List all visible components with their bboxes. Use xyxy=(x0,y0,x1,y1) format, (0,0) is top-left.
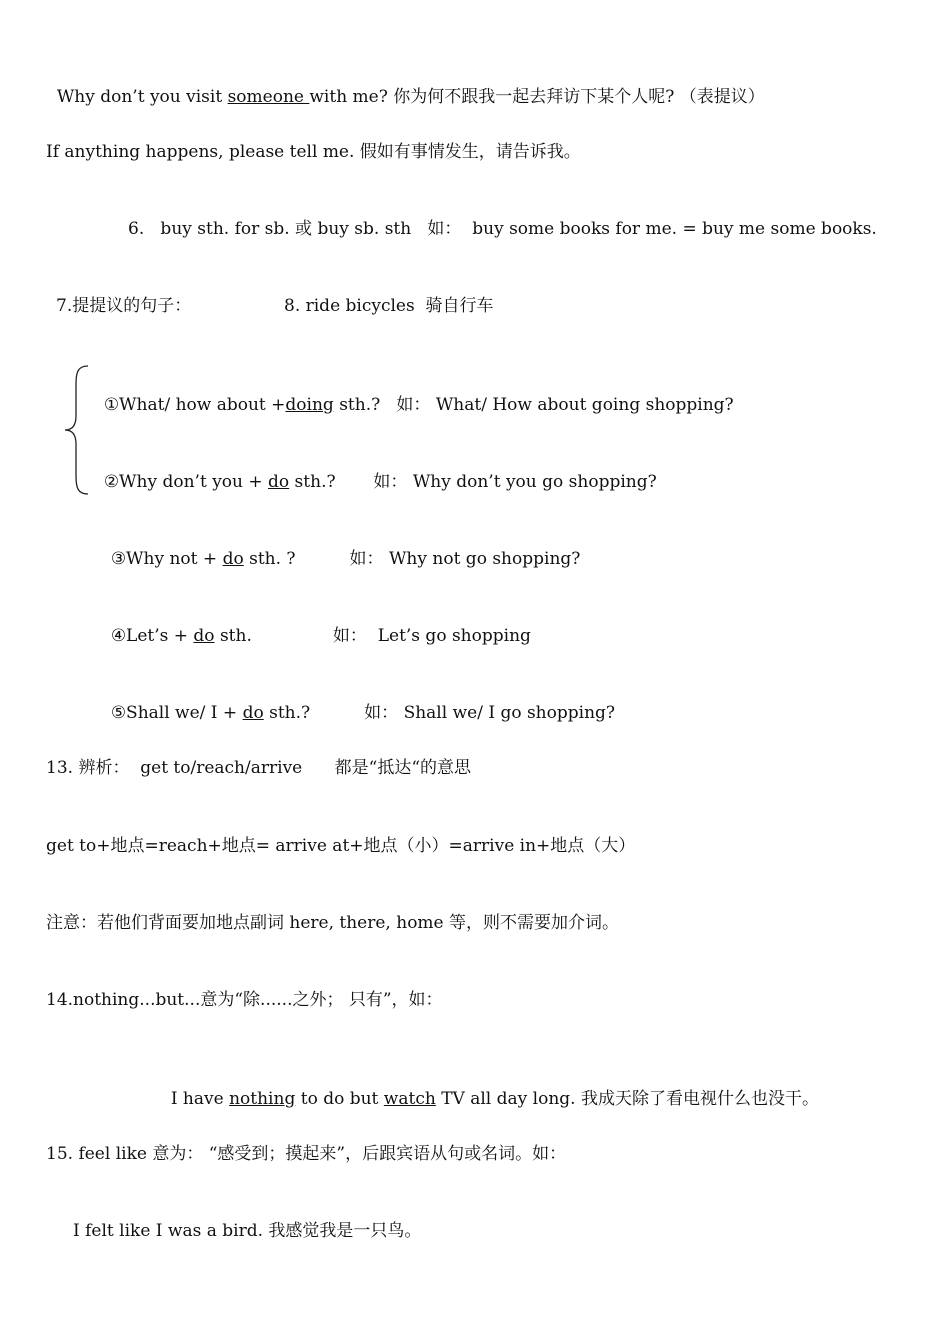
text-segment: ⑤Shall we/ I + xyxy=(110,703,243,723)
underlined-word: do xyxy=(222,549,244,569)
text-segment: sth.? 如： Shall we/ I go shopping? xyxy=(263,703,616,723)
suggestion-4 xyxy=(100,603,531,647)
text-segment: sth.? 如： Why don’t you go shopping? xyxy=(289,472,657,492)
suggestion-1 xyxy=(93,372,734,416)
text-segment: with me? 你为何不跟我一起去拜访下某个人呢? （表提议） xyxy=(309,87,765,107)
left-brace-icon xyxy=(62,364,92,496)
text-segment: TV all day long. 我成天除了看电视什么也没干。 xyxy=(435,1089,819,1109)
text-segment: ④Let’s + xyxy=(110,626,194,646)
suggestion-5 xyxy=(100,680,615,724)
underlined-word: someone xyxy=(227,87,310,107)
text-segment: ②Why don’t you + xyxy=(103,472,269,492)
text-segment: sth.? 如： What/ How about going shopping? xyxy=(333,395,734,415)
text-segment: ①What/ how about + xyxy=(103,395,286,415)
item-6-buy-sth: 6. buy sth. for sb. 或 buy sb. sth 如： buy some books for me. = buy me some books. xyxy=(128,219,877,239)
item-15-heading: 15. feel like 意为： “感受到；摸起来”，后跟宾语从句或名词。如： xyxy=(46,1144,567,1164)
item-13-formula: get to+地点=reach+地点= arrive at+地点（小）=arrive in+地点（大） xyxy=(46,836,636,856)
suggestion-2 xyxy=(93,449,657,493)
item-7-heading: 7.提提议的句子： xyxy=(56,296,192,316)
underlined-word: watch xyxy=(383,1089,436,1109)
underlined-word: do xyxy=(242,703,264,723)
text-segment: sth. 如： Let’s go shopping xyxy=(214,626,531,646)
item-15-example: I felt like I was a bird. 我感觉我是一只鸟。 xyxy=(73,1221,422,1241)
item-13-heading: 13. 辨析： get to/reach/arrive 都是“抵达“的意思 xyxy=(46,758,472,778)
item-13-note: 注意：若他们背面要加地点副词 here, there, home 等，则不需要加介词。 xyxy=(46,913,620,933)
item-8-ride-bicycles: 8. ride bicycles 骑自行车 xyxy=(284,296,494,316)
sentence-if-anything-happens: If anything happens, please tell me. 假如有事情发生，请告诉我。 xyxy=(46,142,581,162)
underlined-word: doing xyxy=(285,395,334,415)
text-segment: Why don’t you visit xyxy=(56,87,228,107)
underlined-word: do xyxy=(268,472,290,492)
underlined-word: nothing xyxy=(229,1089,296,1109)
item-14-example xyxy=(160,1066,819,1110)
text-segment: I have xyxy=(170,1089,230,1109)
item-14-heading: 14.nothing...but...意为“除......之外； 只有”，如： xyxy=(46,990,443,1010)
underlined-word: do xyxy=(193,626,215,646)
sentence-visit-someone xyxy=(46,64,765,108)
text-segment: sth. ? 如： Why not go shopping? xyxy=(243,549,581,569)
suggestion-3 xyxy=(100,526,580,570)
text-segment: to do but xyxy=(295,1089,384,1109)
text-segment: ③Why not + xyxy=(110,549,223,569)
